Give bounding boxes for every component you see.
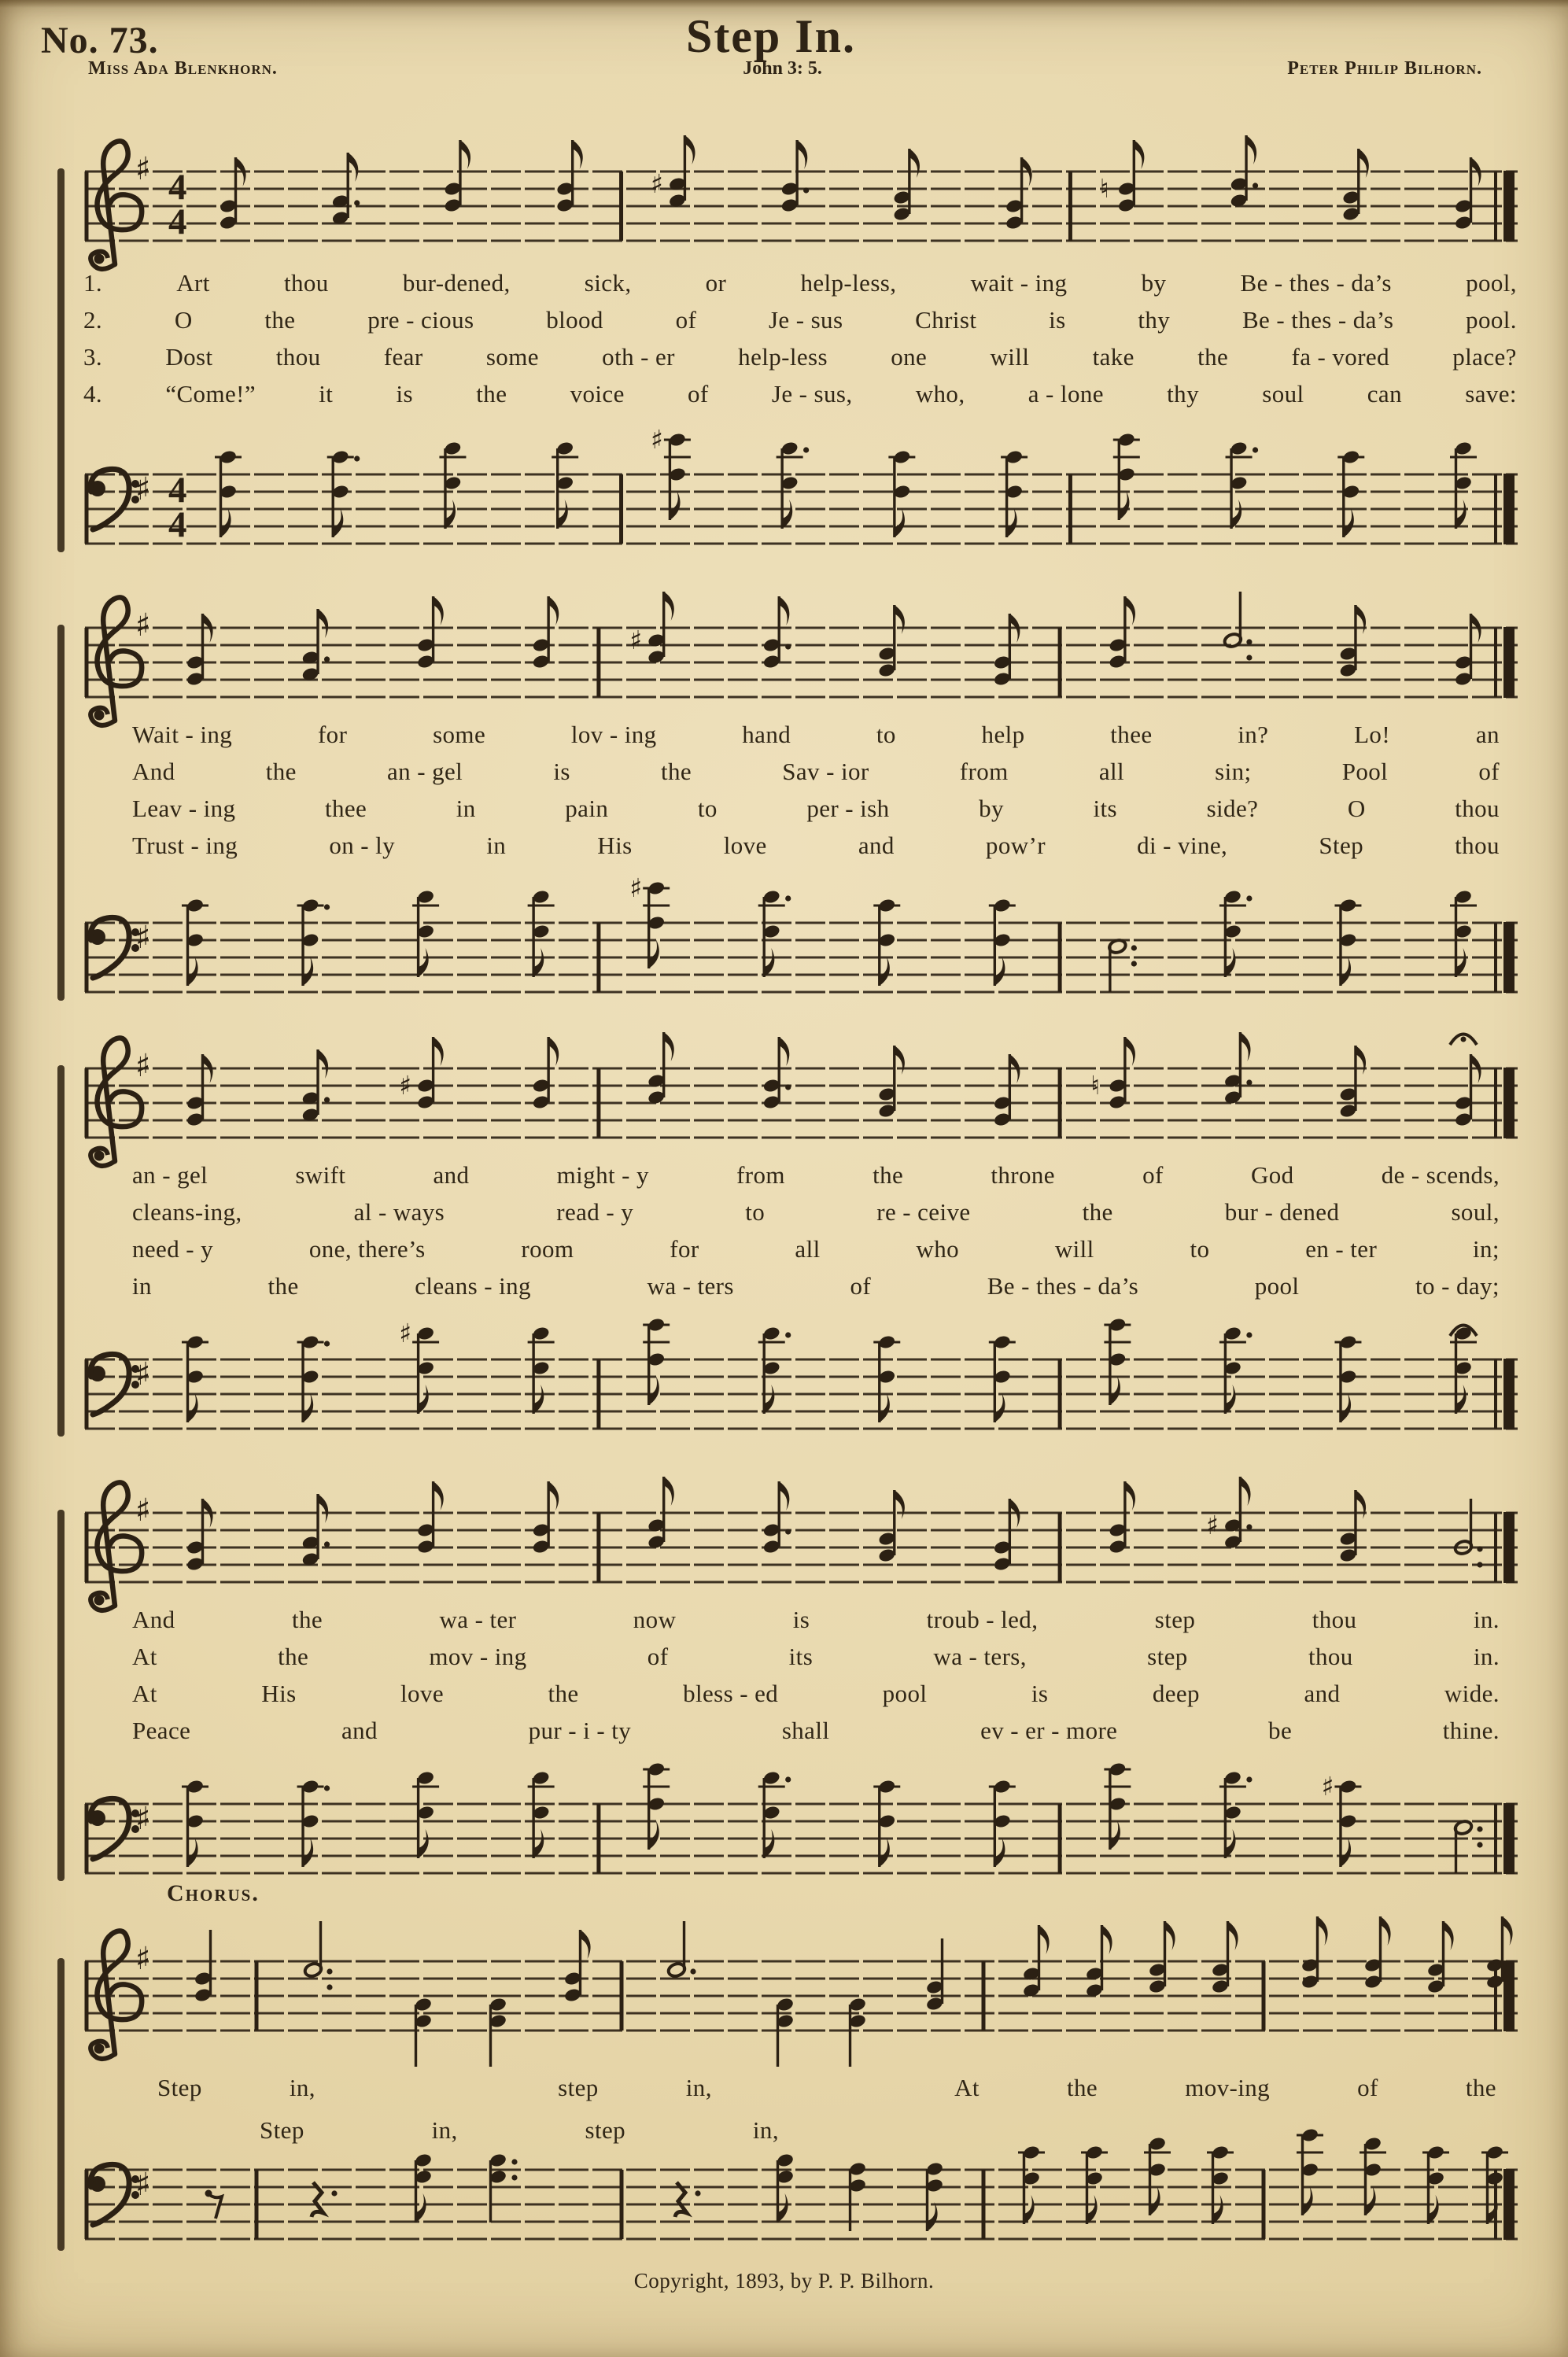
lyric-word: in. [1473, 1606, 1500, 1633]
lyric-word: wa - ter [439, 1606, 517, 1633]
verse-3-line [132, 1235, 1500, 1263]
bass-staff-2 [53, 868, 1529, 1033]
lyric-word: from [736, 1161, 785, 1189]
composer-credit: Peter Philip Bilhorn. [1287, 58, 1482, 79]
lyric-word: to - day; [1415, 1272, 1500, 1300]
lyric-word: the [548, 1680, 579, 1707]
lyric-word: Lo! [1354, 721, 1391, 748]
lyric-word: the [661, 758, 692, 785]
lyric-word: in, [752, 2116, 779, 2144]
lyric-word: the [1465, 2074, 1496, 2101]
lyric-word: to [745, 1198, 766, 1226]
lyric-word: Sav - ior [782, 758, 869, 785]
lyric-word: At [954, 2074, 980, 2101]
bass-staff-4 [53, 1749, 1529, 1914]
svg-text:♯: ♯ [135, 1492, 151, 1529]
lyric-word: to [876, 721, 896, 748]
verse-2-line [132, 758, 1500, 786]
lyric-word: hand [742, 721, 791, 748]
lyric-word: of [850, 1272, 872, 1300]
lyric-word: will [1054, 1235, 1094, 1263]
lyric-word: the [264, 306, 296, 334]
lyric-word: Step [157, 2074, 202, 2101]
lyric-word: thee [1110, 721, 1153, 748]
lyric-word: be [1268, 1717, 1293, 1744]
lyric-word: cleans - ing [415, 1272, 531, 1300]
lyric-word: Be - thes - da’s [1240, 269, 1392, 297]
lyric-word: 4. [83, 380, 103, 408]
lyric-word: take [1092, 343, 1134, 371]
lyric-word: place? [1452, 343, 1517, 371]
lyric-word: by [1141, 269, 1167, 297]
lyric-word: God [1250, 1161, 1294, 1189]
lyric-word: lov - ing [570, 721, 657, 748]
verse-2-line [132, 1643, 1500, 1671]
lyric-word: need - y [132, 1235, 214, 1263]
lyric-word: love [400, 1680, 445, 1707]
treble-staff-1 [53, 116, 1529, 282]
lyric-word: thou [1312, 1606, 1357, 1633]
lyric-word: an - gel [387, 758, 463, 785]
lyric-word: His [597, 832, 633, 859]
lyric-word: soul, [1451, 1198, 1500, 1226]
lyric-word: thou [1455, 795, 1500, 822]
lyric-word: voice [570, 380, 625, 408]
bass-staff-3 [53, 1304, 1529, 1470]
bass-staff-1 [53, 419, 1529, 585]
lyric-word: can [1367, 380, 1402, 408]
lyric-word: pool [1254, 1272, 1300, 1300]
verse-4-line [132, 1272, 1500, 1300]
lyric-word: wa - ters [647, 1272, 734, 1300]
lyric-word: in [132, 1272, 152, 1300]
lyric-word: Leav - ing [132, 795, 236, 822]
lyric-word: deep [1152, 1680, 1200, 1707]
lyric-word: help-less [738, 343, 828, 371]
lyric-word: And [132, 1606, 175, 1633]
svg-text:♯: ♯ [135, 151, 151, 187]
lyric-word: Be - thes - da’s [1241, 306, 1394, 334]
lyric-word: of [647, 1643, 669, 1670]
lyric-word: for [670, 1235, 699, 1263]
svg-text:♯: ♯ [135, 2167, 151, 2203]
verse-3-line [132, 795, 1500, 823]
verse-1-line [132, 721, 1500, 749]
lyric-word: bur - dened [1224, 1198, 1340, 1226]
lyric-word: of [688, 380, 709, 408]
lyric-word: cleans-ing, [132, 1198, 242, 1226]
lyric-word: 1. [83, 269, 103, 297]
lyric-word: fa - vored [1291, 343, 1389, 371]
lyric-word: an - gel [132, 1161, 208, 1189]
lyric-word: O [1347, 795, 1366, 822]
lyric-word: thou [1308, 1643, 1353, 1670]
lyricist-credit: Miss Ada Blenkhorn. [88, 58, 278, 79]
lyric-word: for [317, 721, 348, 748]
lyric-word: an [1475, 721, 1500, 748]
lyric-word: Be - thes - da’s [987, 1272, 1139, 1300]
lyric-word: swift [295, 1161, 346, 1189]
lyric-word: in, [289, 2074, 315, 2101]
lyric-word: mov - ing [429, 1643, 527, 1670]
lyric-word: wide. [1444, 1680, 1500, 1707]
lyric-word: thou [1455, 832, 1500, 859]
lyric-word: Je - sus [768, 306, 843, 334]
lyric-word: di - vine, [1137, 832, 1228, 859]
lyric-word: might - y [556, 1161, 649, 1189]
lyric-word: of [675, 306, 697, 334]
lyric-word: thee [324, 795, 367, 822]
lyric-word: And [132, 758, 175, 785]
lyric-word: Christ [915, 306, 977, 334]
lyric-word: mov-ing [1185, 2074, 1271, 2101]
lyric-word: soul [1262, 380, 1304, 408]
lyric-word: from [959, 758, 1009, 785]
svg-text:4: 4 [168, 201, 187, 242]
lyric-word: in [456, 795, 476, 822]
lyric-word: a - lone [1028, 380, 1104, 408]
svg-text:♯: ♯ [135, 471, 151, 507]
lyric-word: thy [1167, 380, 1199, 408]
lyric-word: His [261, 1680, 297, 1707]
scripture-reference: John 3: 5. [743, 58, 822, 79]
lyric-word: pow’r [985, 832, 1046, 859]
lyric-word: is [792, 1606, 810, 1633]
lyric-word: is [396, 380, 414, 408]
svg-text:♯: ♯ [1205, 1510, 1219, 1540]
verse-2-line [83, 306, 1517, 334]
lyric-word: the [476, 380, 507, 408]
svg-text:♯: ♯ [629, 872, 643, 903]
lyric-word: it [319, 380, 334, 408]
verse-1-line [132, 1161, 1500, 1190]
lyric-word: is [1031, 1680, 1049, 1707]
chorus-treble-staff [53, 1906, 1529, 2071]
svg-text:4: 4 [168, 470, 187, 511]
lyric-word: 2. [83, 306, 103, 334]
lyric-word: fear [383, 343, 423, 371]
lyric-word: and [1304, 1680, 1341, 1707]
lyric-word: will [990, 343, 1030, 371]
chorus-line-1 [157, 2074, 1496, 2102]
lyric-word: one [891, 343, 928, 371]
hymn-number: No. 73. [41, 20, 159, 61]
verse-3-line [132, 1680, 1500, 1708]
svg-text:♯: ♯ [399, 1070, 412, 1101]
svg-text:4: 4 [168, 167, 187, 208]
lyric-word: of [1142, 1161, 1164, 1189]
lyric-word: thou [275, 343, 321, 371]
copyright-notice: Copyright, 1893, by P. P. Bilhorn. [633, 2269, 935, 2292]
svg-text:♯: ♯ [399, 1318, 412, 1348]
lyric-word: on - ly [329, 832, 396, 859]
lyric-word: side? [1206, 795, 1259, 822]
svg-text:♯: ♯ [135, 1356, 151, 1392]
lyric-word: help-less, [800, 269, 897, 297]
svg-text:4: 4 [168, 504, 187, 545]
lyric-word: of [1478, 758, 1500, 785]
lyric-word: 3. [83, 343, 103, 371]
lyric-word: some [485, 343, 539, 371]
lyric-word: al - ways [353, 1198, 445, 1226]
verse-4-line [83, 380, 1517, 408]
lyric-word: the [267, 1272, 299, 1300]
lyric-word: Dost [165, 343, 213, 371]
lyric-word: the [873, 1161, 904, 1189]
lyric-word: to [1190, 1235, 1210, 1263]
lyric-word: and [858, 832, 895, 859]
lyric-word: and [433, 1161, 470, 1189]
verse-3-line [83, 343, 1517, 371]
lyric-word: pool [882, 1680, 928, 1707]
lyric-word: “Come!” [165, 380, 256, 408]
lyric-word: Step [1319, 832, 1364, 859]
chorus-label: Chorus. [167, 1880, 260, 1906]
lyric-word: wait - ing [970, 269, 1068, 297]
lyric-word: Je - sus, [771, 380, 853, 408]
lyric-word: the [1082, 1198, 1113, 1226]
lyric-word: O [174, 306, 193, 334]
lyric-word: by [979, 795, 1004, 822]
lyric-word: Art [176, 269, 210, 297]
svg-text:♯: ♯ [135, 1941, 151, 1977]
lyric-word: ev - er - more [980, 1717, 1118, 1744]
scan-edge [0, 0, 1568, 8]
lyric-word: some [433, 721, 486, 748]
lyric-word: all [795, 1235, 821, 1263]
lyric-word: Trust - ing [132, 832, 238, 859]
verse-2-line [132, 1198, 1500, 1226]
lyric-word: oth - er [602, 343, 675, 371]
lyric-word: re - ceive [876, 1198, 971, 1226]
lyric-word: in, [431, 2116, 458, 2144]
lyric-word: who [916, 1235, 959, 1263]
lyric-word: pool. [1466, 306, 1517, 334]
svg-text:♮: ♮ [1090, 1070, 1101, 1101]
lyric-word: love [723, 832, 767, 859]
lyric-word: blood [546, 306, 603, 334]
lyric-word: in. [1473, 1643, 1500, 1670]
lyric-word: step [1147, 1643, 1188, 1670]
lyric-word: the [278, 1643, 309, 1670]
lyric-word: bur-dened, [402, 269, 511, 297]
lyric-word: en - ter [1305, 1235, 1378, 1263]
lyric-word: Peace [132, 1717, 191, 1744]
verse-4-line [132, 1717, 1500, 1745]
lyric-word: the [292, 1606, 323, 1633]
lyric-word: to [697, 795, 718, 822]
lyric-word: save: [1465, 380, 1517, 408]
lyric-word: its [1093, 795, 1117, 822]
lyric-word: and [341, 1717, 378, 1744]
lyric-word: sick, [584, 269, 632, 297]
lyric-word: pool, [1466, 269, 1517, 297]
lyric-word: in [486, 832, 507, 859]
lyric-word: Wait - ing [132, 721, 233, 748]
lyric-word: is [1049, 306, 1066, 334]
svg-text:♯: ♯ [650, 424, 663, 455]
lyric-word: the [265, 758, 297, 785]
lyric-word: the [1067, 2074, 1098, 2101]
treble-staff-4 [53, 1458, 1529, 1623]
lyric-word: de - scends, [1381, 1161, 1500, 1189]
lyric-word: Step [260, 2116, 304, 2144]
lyric-word: read - y [556, 1198, 634, 1226]
lyric-word: thou [283, 269, 329, 297]
lyric-word: is [553, 758, 570, 785]
lyric-word: per - ish [806, 795, 890, 822]
lyric-word: At [132, 1643, 157, 1670]
lyric-word: wa - ters, [933, 1643, 1027, 1670]
lyric-word: its [788, 1643, 814, 1670]
svg-text:♯: ♯ [135, 1801, 151, 1837]
treble-staff-3 [53, 1013, 1529, 1178]
lyric-word: thy [1138, 306, 1171, 334]
verse-1-line [83, 269, 1517, 297]
attribution-row [88, 58, 1482, 79]
lyric-word: pre - cious [367, 306, 474, 334]
lyric-word: pain [565, 795, 609, 822]
lyric-word: At [132, 1680, 157, 1707]
lyric-word: troub - led, [926, 1606, 1039, 1633]
lyric-word: pur - i - ty [528, 1717, 632, 1744]
lyric-word: in, [685, 2074, 712, 2101]
chorus-bass-staff [53, 2115, 1529, 2280]
svg-text:♮: ♮ [1099, 173, 1109, 204]
lyric-word: thine. [1442, 1717, 1500, 1744]
lyric-word: who, [915, 380, 965, 408]
lyric-word: the [1197, 343, 1229, 371]
lyric-word: now [633, 1606, 677, 1633]
lyric-word: step [558, 2074, 599, 2101]
lyric-word: help [981, 721, 1025, 748]
lyric-word: step [585, 2116, 626, 2144]
verse-4-line [132, 832, 1500, 860]
lyric-word: one, there’s [308, 1235, 426, 1263]
verse-1-line [132, 1606, 1500, 1634]
svg-text:♯: ♯ [650, 168, 663, 199]
lyric-word: step [1154, 1606, 1196, 1633]
lyric-word: sin; [1215, 758, 1252, 785]
lyric-word: of [1357, 2074, 1378, 2101]
lyric-word: shall [781, 1717, 830, 1744]
lyric-word: room [521, 1235, 574, 1263]
lyric-word: in? [1238, 721, 1269, 748]
treble-staff-2 [53, 573, 1529, 738]
svg-text:♯: ♯ [135, 920, 151, 956]
svg-text:♯: ♯ [629, 625, 643, 655]
svg-text:♯: ♯ [1321, 1771, 1334, 1802]
lyric-word: Pool [1341, 758, 1389, 785]
lyric-word: bless - ed [683, 1680, 779, 1707]
svg-text:♯: ♯ [135, 1048, 151, 1084]
lyric-word: or [705, 269, 727, 297]
lyric-word: throne [991, 1161, 1055, 1189]
svg-text:♯: ♯ [135, 607, 151, 644]
lyric-word: in; [1472, 1235, 1500, 1263]
page-title: Step In. [685, 10, 857, 62]
lyric-word: all [1098, 758, 1124, 785]
